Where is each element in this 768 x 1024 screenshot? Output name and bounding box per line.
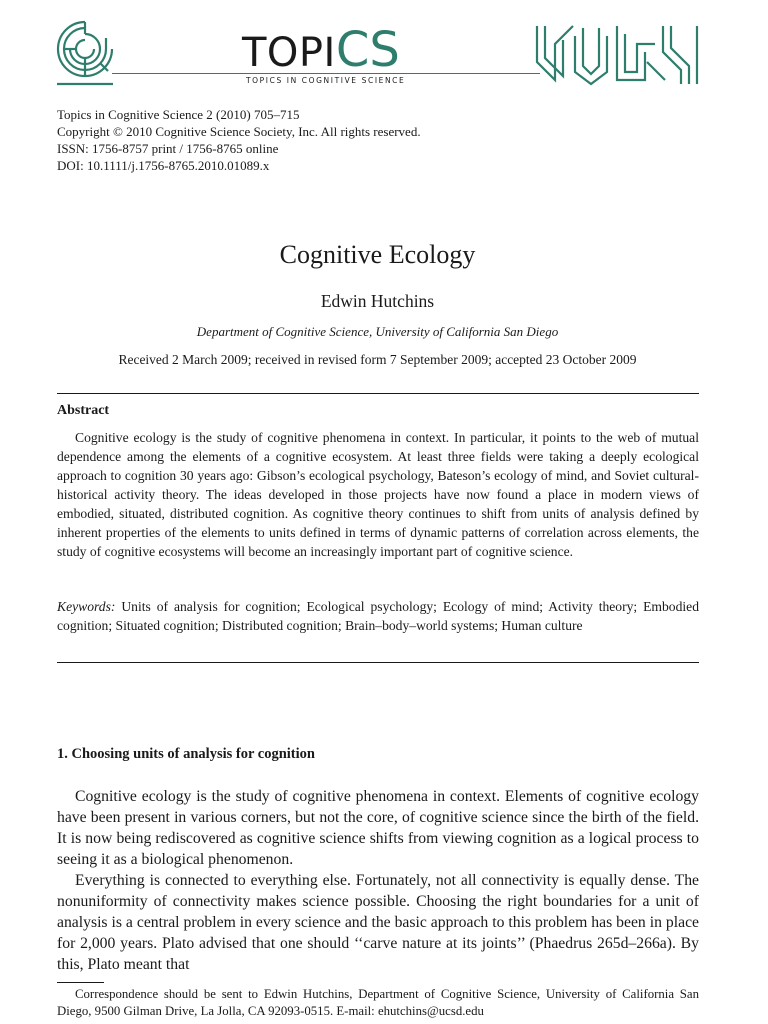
journal-citation: Topics in Cognitive Science 2 (2010) 705–715 [57, 107, 300, 122]
journal-logo-maze-left [55, 18, 115, 88]
journal-logo [242, 22, 400, 78]
body-paragraph-2: Everything is connected to everything else. Fortunately, not all connectivity is equally dense. The nonuniformity of connectivity makes science possible. Choosing the right boundaries for a unit of analysis is a central problem in every science and the basic approach to this problem has been in place for 2,000 years. Plato advised that one should ‘‘carve nature at its joints’’ (Phaedrus 265d–266a). By this, Plato meant that [57, 872, 699, 973]
article-dates: Received 2 March 2009; received in revised form 7 September 2009; accepted 23 October 2009 [118, 352, 637, 367]
abstract-heading: Abstract [57, 403, 110, 418]
keywords-text: Units of analysis for cognition; Ecological psychology; Ecology of mind; Activity theory; Embodied cognition; Situated cognition; Distributed cognition; Brain–body–world systems; Human culture [57, 599, 699, 633]
journal-meta [57, 106, 421, 174]
logo-prefix: TOPI [242, 30, 336, 76]
section-body [57, 786, 699, 975]
footnote-rule [57, 982, 104, 983]
abstract-text: Cognitive ecology is the study of cognitive phenomena in context. In particular, it points to the web of mutual dependence among the elements of a cognitive ecosystem. At least three fields were taking a deeply ecological approach to cognition 30 years ago: Gibson’s ecological psychology, Bateson’s ecology of mind, and Soviet cultural-historical activity theory. The ideas developed in those projects have now found a place in modern views of embodied, situated, distributed cognition. As cognitive theory continues to shift from units of analysis defined by inherent properties of the elements to units defined in terms of dynamic patterns of correlation across elements, the study of cognitive ecosystems will become an increasingly important part of cognitive science. [57, 430, 699, 559]
keywords-label: Keywords: [57, 599, 116, 614]
footnote: Correspondence should be sent to Edwin Hutchins, Department of Cognitive Science, University of California San Diego, 9500 Gilman Drive, La Jolla, CA 92093-0515. E-mail: ehutchins@ucsd.edu [57, 987, 699, 1018]
article-affiliation: Department of Cognitive Science, University of California San Diego [196, 324, 559, 339]
logo-suffix: CS [335, 22, 400, 78]
journal-doi: DOI: 10.1111/j.1756-8765.2010.01089.x [57, 158, 270, 173]
logo-tagline: TOPICS IN COGNITIVE SCIENCE [246, 76, 406, 85]
body-paragraph-1: Cognitive ecology is the study of cognitive phenomena in context. Elements of cognitive ecology have been present in various corners, but not the core, of cognitive science since the birth of the field. It is now being rediscovered as cognitive science shifts from viewing cognition as a logical process to seeing it as a biological phenomenon. [57, 788, 699, 868]
section-heading: 1. Choosing units of analysis for cognition [57, 746, 315, 762]
abstract-bottom-rule [57, 662, 699, 663]
abstract-body [57, 428, 699, 561]
keywords [57, 597, 699, 635]
article-author: Edwin Hutchins [320, 291, 435, 311]
abstract-top-rule [57, 393, 699, 394]
journal-copyright: Copyright © 2010 Cognitive Science Society, Inc. All rights reserved. [57, 124, 421, 139]
journal-logo-maze-right [535, 22, 700, 88]
article-title: Cognitive Ecology [279, 240, 476, 269]
journal-issn: ISSN: 1756-8757 print / 1756-8765 online [57, 141, 279, 156]
